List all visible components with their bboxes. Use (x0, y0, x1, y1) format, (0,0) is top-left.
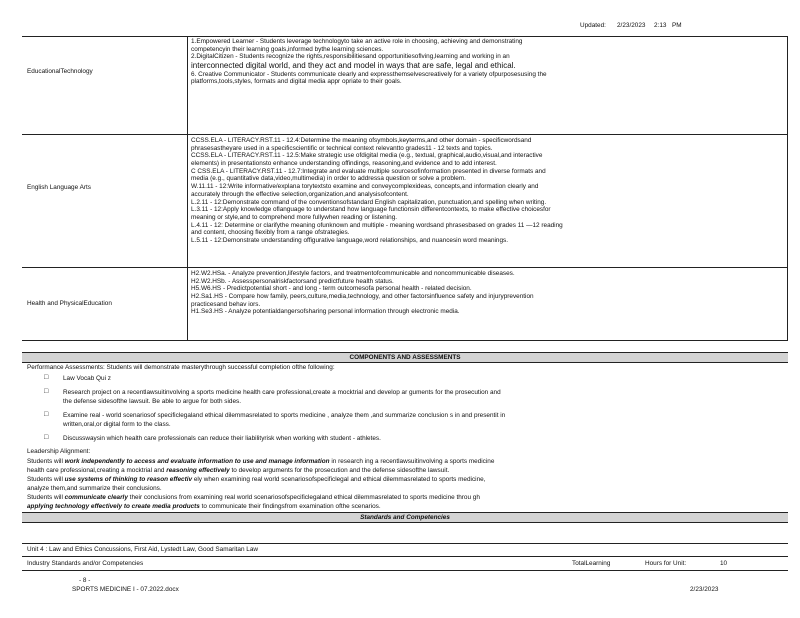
hours-for-unit-label: Hours for Unit: (645, 560, 687, 567)
footer-date: 2/23/2023 (690, 586, 719, 593)
standard-line: L.3.11 - 12:Apply knowledge oflanguage to understand how language functionsin differentcontexts, to make effective choicesfor (191, 206, 551, 214)
standard-line: meaning or style,and to comprehend more fullywhen reading or listening. (191, 213, 398, 221)
standard-line: H1.Se3.HS - Analyze potentialdangersofsharing personal information through electronic media. (191, 308, 460, 316)
standard-line: interconnected digital world, and they act and model in ways that are safe, legal and ethical. (191, 61, 516, 71)
standard-line: L.2.11 - 12:Demonstrate command of the conventionsofstandard English capitalization, punctuation,and spelling when writing. (191, 198, 547, 206)
standard-line: CCSS.ELA - LITERACY.RST.11 - 12.5:Make strategic use ofdigital media (e.g., textual, graphical,audio,visual,and interactive (191, 152, 543, 160)
unit-title: Unit 4 : Law and Ethics Concussions, First Aid, Lystedt Law, Good Samaritan Law (27, 546, 259, 553)
leadership-text: Students will (27, 476, 65, 483)
standard-line: practicesand behav iors. (191, 300, 261, 308)
standard-line: H2.W2.HSb. - Assesspersonalriskfactorsand predictfuture health status. (191, 277, 394, 285)
page-number: - 8 - (79, 577, 91, 584)
standard-line: platforms,tools,styles, formats and digital media appr opriate to their goals. (191, 78, 402, 86)
updated-date: 2/23/2023 (617, 22, 646, 29)
assessment-item: Discusswaysin which health care professionals can reduce their liabilityrisk when working with student - athletes. (63, 435, 381, 442)
leadership-text: in research ing a recentlawsuitinvolving a sports medicine (329, 458, 495, 465)
subject-educational-technology: EducationalTechnology (27, 68, 93, 75)
leadership-skill: communicate clearly (64, 494, 128, 501)
leadership-skill: reasoning effectively (166, 467, 230, 474)
leadership-text: health care professional,creating a mocktrial and (27, 467, 167, 474)
standard-line: C CSS.ELA - LITERACY.RST.11 - 12.7:Integrate and evaluate multiple sourcesofinformation presented in diverse formats and (191, 167, 546, 175)
leadership-text: to communicate their findingsfrom examination ofthe scenarios. (199, 503, 381, 510)
standards-educational-technology (191, 38, 785, 86)
leadership-text: Students will (27, 458, 65, 465)
updated-time: 2:13 (654, 22, 667, 29)
standard-line: and content, choosing flexibly from a range ofstrategies. (191, 229, 350, 237)
leadership-line (27, 503, 381, 511)
components-heading-bar (22, 352, 788, 363)
standard-line: accurately through the effective selection,organization,and analysisofcontent. (191, 190, 409, 198)
standard-line: 1.Empowered Learner - Students leverage technologyto take an active role in choosing, achieving and demonstrating (191, 38, 523, 45)
standard-line: elements) in presentationsto enhance understanding offindings, reasoning,and evidence and to add interest. (191, 160, 497, 168)
assessment-item-cont: written,oral,or digital form to the class. (63, 421, 171, 428)
updated-ampm: PM (672, 22, 682, 29)
standards-english-language-arts (191, 137, 785, 245)
standards-health-physical-education (191, 270, 785, 316)
assessment-item: Examine real - world scenariosof specificlegaland ethical dilemmasrelated to sports medicine , analyze them ,and summarize conclusion s in and presentit in (63, 412, 506, 419)
standard-line: competencyin their learning goals,informed bythe learning sciences. (191, 45, 384, 53)
leadership-text: analyze them,and summarize their conclusions. (27, 485, 162, 492)
assessment-item: Research project on a recentlawsuitinvolving a sports medicine health care professional,create a mocktrial and develop ar guments for the prosecution and (63, 389, 501, 396)
assessment-item-cont: the defense sidesofthe lawsuit. Be able to argue for both sides. (63, 398, 241, 405)
leadership-text: their conclusions from examining real world scenariosofspecificlegaland ethical dilemmasrelated to sports medicine throu gh (127, 494, 480, 501)
checkbox-icon: □ (44, 374, 49, 381)
performance-assessments-intro: Performance Assessments: Students will demonstrate masterythrough successful completion ofthe following: (27, 364, 335, 371)
updated-label: Updated: (580, 22, 606, 29)
checkbox-icon: □ (44, 388, 49, 395)
industry-standards-label: Industry Standards and/or Competencies (27, 560, 144, 567)
assessment-item: Law Vocab Qui z (63, 375, 111, 382)
subject-health-physical-education: Health and PhysicalEducation (27, 300, 112, 307)
standards-competencies-bar (22, 512, 788, 523)
standards-competencies-heading: Standards and Competencies (360, 514, 450, 521)
standard-line: L.5.11 - 12:Demonstrate understanding offigurative language,word relationships, and nuancesin word meanings. (191, 236, 509, 244)
checkbox-icon: □ (44, 411, 49, 418)
leadership-text: Students will (27, 494, 65, 501)
standard-line: phrasesastheyare used in a specificscientific or technical context relevantto grades11 - 12 texts and topics. (191, 144, 493, 152)
checkbox-icon: □ (44, 434, 49, 441)
leadership-text: ely when examining real world scenariosofspecificlegal and ethical dilemmasrelated to sports medicine, (192, 476, 486, 483)
leadership-line (27, 476, 485, 484)
standard-line: L.4.11 - 12: Determine or clarifythe meaning ofunknown and multiple - meaning wordsand phrasesbased on grades 11 —12 reading (191, 221, 563, 229)
leadership-line (27, 494, 480, 502)
standard-line: 6. Creative Communicator - Students communicate clearly and expressthemselvescreatively for a variety ofpurposesusing the (191, 70, 547, 78)
standard-line: CCSS.ELA - LITERACY.RST.11 - 12.4:Determine the meaning ofsymbols,keyterms,and other domain - specificwordsand (191, 137, 532, 144)
leadership-skill: applying technology effectively to create media products (27, 503, 200, 510)
leadership-line (27, 458, 494, 466)
standard-line: H2.Sa1.HS - Compare how family, peers,culture,media,technology, and other factorsinfluence safety and injuryprevention (191, 293, 534, 301)
standard-line: H2.W2.HSa. - Analyze prevention,lifestyle factors, and treatmentofcommunicable and noncommunicable diseases. (191, 270, 515, 277)
standard-line: H5.W6.HS - Predictpotential short - and long - term outcomesofa personal health - related decision. (191, 285, 472, 293)
leadership-skill: to access and evaluate information to use and manage information (124, 458, 330, 465)
leadership-line (27, 485, 162, 493)
leadership-line (27, 467, 449, 475)
standard-line: 2.DigitalCitizen - Students recognize the rights,responsibilitiesand opportunitiesoflving,learning and working in an (191, 53, 510, 61)
components-heading: COMPONENTS AND ASSESSMENTS (349, 354, 461, 361)
hours-for-unit-value: 10 (720, 560, 728, 567)
document-name: SPORTS MEDICINE I - 07.2022.docx (72, 586, 179, 593)
standard-line: media (e.g., quantitative data,video,multimedia) in order to addressa question or solve a problem. (191, 175, 466, 183)
total-learning-label: TotalLearning (572, 560, 611, 567)
leadership-skill: work independently (64, 458, 125, 465)
standard-line: W.11.11 - 12:Write informative/explana torytextsto examine and conveycomplexideas, concepts,and information clearly and (191, 183, 539, 191)
subject-english-language-arts: English Language Arts (27, 184, 91, 191)
leadership-skill: use systems of thinking to reason effectiv (64, 476, 193, 483)
leadership-text: to develop arguments for the prosecution and the defense sidesofthe lawsuit. (229, 467, 450, 474)
leadership-heading: Leadership Alignment: (27, 448, 91, 455)
